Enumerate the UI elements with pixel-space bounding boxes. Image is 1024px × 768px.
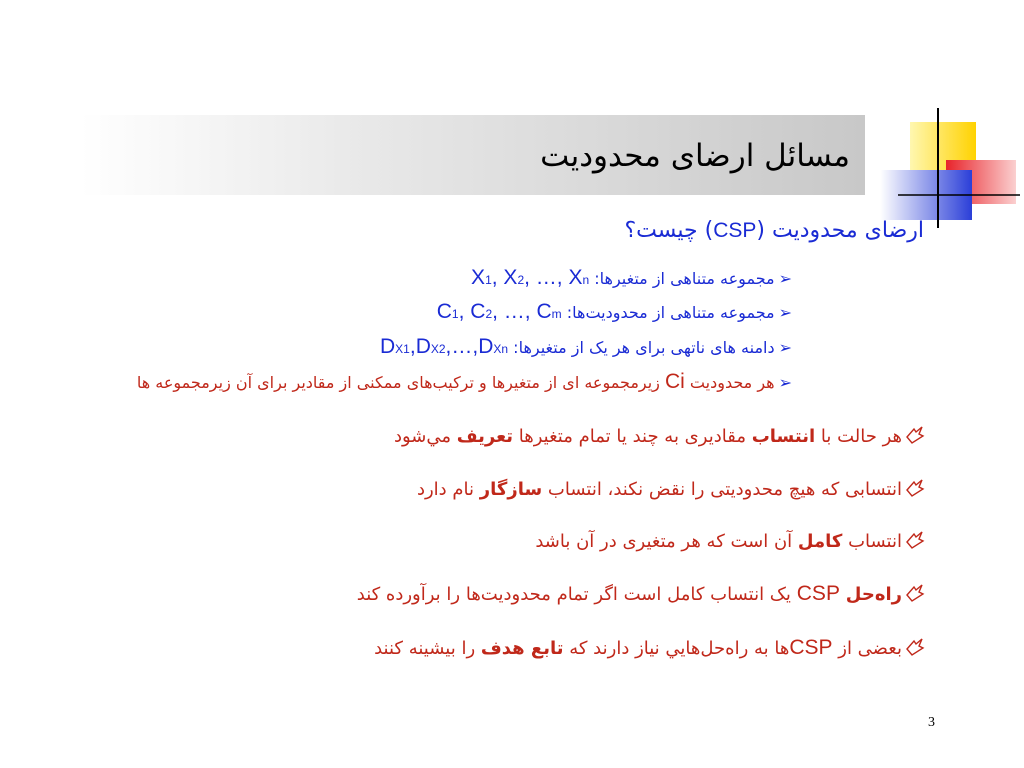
- domains-math: DX1,DX2,…,DXn: [380, 335, 509, 358]
- page-number: 3: [928, 715, 935, 730]
- def-constraint-ci: ➢هر محدودیت Ci زیرمجموعه ای از متغیرها و ترکیب‌های ممکنی از مقادیر برای آن زیرمجموعه ها: [136, 370, 792, 393]
- variables-math: X1, X2, …, Xn: [471, 266, 590, 289]
- def-variables: ➢مجموعه متناهی از متغیرها: X1, X2, …, Xn: [471, 266, 792, 289]
- def-constraints: ➢مجموعه متناهی از محدودیت‌ها: C1, C2, …, Cm: [436, 300, 792, 323]
- arrow-bullet-icon: ➢: [778, 303, 792, 322]
- bullet-icon: [904, 530, 926, 552]
- bullet-icon: [904, 637, 926, 659]
- arrow-bullet-icon: ➢: [778, 269, 792, 288]
- arrow-bullet-icon: ➢: [778, 373, 792, 392]
- bullet-solution: راه‌حل CSP یک انتساب کامل است اگر تمام محدودیت‌ها را برآورده کند: [357, 582, 926, 606]
- bullet-icon: [904, 425, 926, 447]
- csp-heading: ارضای محدودیت (CSP) چیست؟: [624, 218, 924, 243]
- bullet-consistent: انتسابی که هیچ محدودیتی را نقض نکند، انتساب سازگار نام دارد: [417, 478, 926, 500]
- bullet-state: هر حالت با انتساب مقادیری به چند یا تمام متغیرها تعریف مي‌شود: [394, 425, 926, 447]
- def-domains: ➢دامنه های ناتهی برای هر یک از متغیرها: DX1,DX2,…,DXn: [380, 335, 792, 358]
- bullet-icon: [904, 478, 926, 500]
- bullet-icon: [904, 583, 926, 605]
- corner-decoration: [880, 108, 1020, 228]
- constraints-math: C1, C2, …, Cm: [436, 300, 562, 323]
- arrow-bullet-icon: ➢: [778, 338, 792, 357]
- bullet-objective: بعضی از CSPها به راه‌حل‌هايي نياز دارند که تابع هدف را بیشینه کنند: [374, 636, 926, 660]
- bullet-complete: انتساب کامل آن است که هر متغیری در آن باشد: [535, 530, 926, 552]
- slide-title: مسائل ارضای محدودیت: [540, 138, 850, 174]
